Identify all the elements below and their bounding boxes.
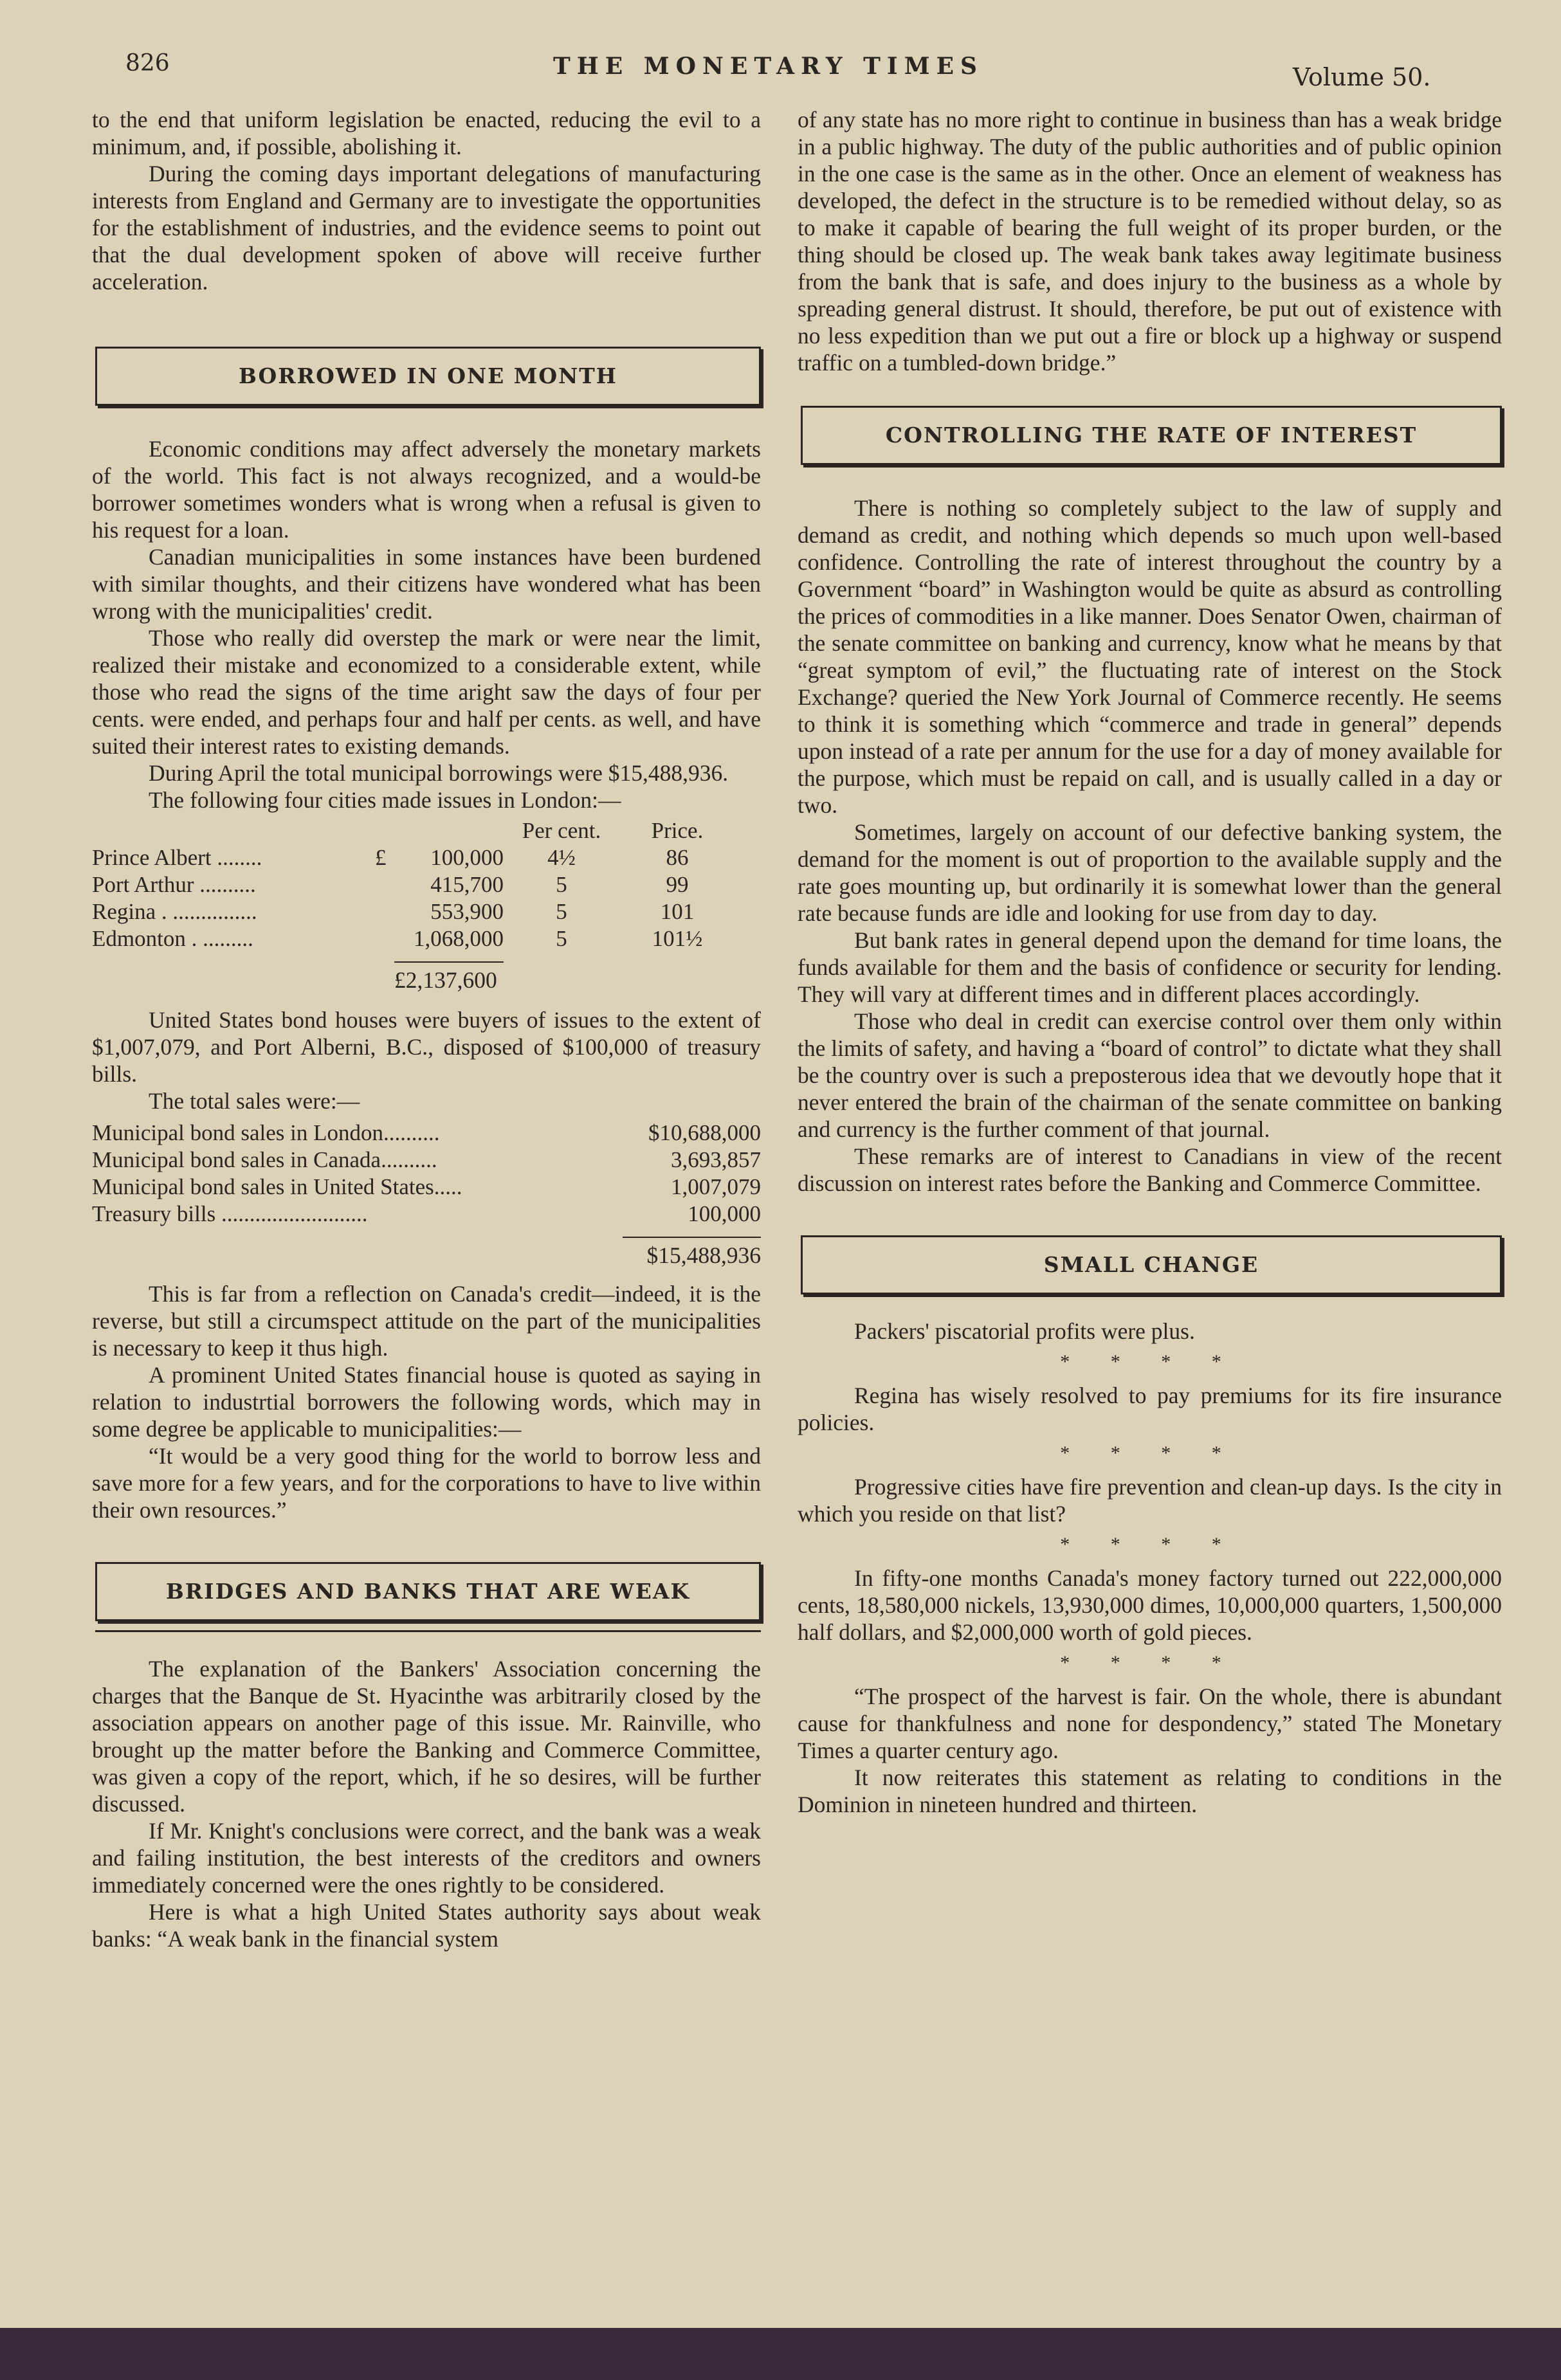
item-separator: * * * *	[1060, 1652, 1239, 1673]
sales-label: Municipal bond sales in United States.....	[92, 1174, 462, 1199]
article-paragraph: Those who really did overstep the mark or were near the limit, realized their mistake and economized to a considerable extent, while those who read the signs of the time aright saw the days of four per cents. were ended, and perhaps four and half per cents. as well, and have suited their interest rates to existing demands.	[92, 625, 761, 759]
sales-table	[92, 1120, 761, 1228]
table-row	[92, 1174, 761, 1201]
sales-amount: $10,688,000	[648, 1120, 761, 1145]
table-row	[92, 1120, 761, 1147]
table-row	[92, 844, 735, 871]
city-name: Prince Albert ........	[92, 845, 262, 870]
column-header-price: Price.	[651, 818, 704, 843]
city-amount: 1,068,000	[414, 926, 504, 951]
table-row	[92, 1147, 761, 1174]
article-paragraph: But bank rates in general depend upon the demand for time loans, the funds available for them and the basis of confidence or security for lending. They will vary at different times and in different places accordingly.	[798, 927, 1502, 1007]
heading-rule	[95, 1630, 761, 1632]
total-rule	[623, 1237, 761, 1238]
city-rate: 4½	[547, 845, 576, 870]
city-rate: 5	[556, 872, 567, 897]
city-price: 99	[666, 872, 689, 897]
item-separator: * * * *	[1060, 1351, 1239, 1372]
city-issues-table	[92, 817, 735, 952]
article-paragraph: Canadian municipalities in some instances have been burdened with similar thoughts, and their citizens have wondered what has been wrong with the municipalities' credit.	[92, 544, 761, 624]
article-paragraph: These remarks are of interest to Canadians in view of the recent discussion on interest rates before the Banking and Commerce Committee.	[798, 1143, 1502, 1196]
city-price: 101	[660, 899, 695, 924]
sales-amount: 100,000	[688, 1201, 761, 1226]
article-paragraph: This is far from a reflection on Canada's credit—indeed, it is the reverse, but still a circumspect attitude on the part of the municipalities is necessary to keep it thus high.	[92, 1281, 761, 1361]
volume-label: Volume 50.	[1293, 63, 1431, 91]
table-row	[92, 871, 735, 898]
news-item: Progressive cities have fire prevention and clean-up days. Is the city in which you reside on that list?	[798, 1474, 1502, 1527]
news-item: Packers' piscatorial profits were plus.	[854, 1318, 1195, 1344]
page-number: 826	[125, 50, 170, 77]
column-header-rate: Per cent.	[522, 818, 601, 843]
article-paragraph: of any state has no more right to continue in business than has a weak bridge in a public highway. The duty of the public authorities and of public opinion in the one case is the same as in the other. Once an element of weakness has developed, the defect in the structure is to be remedied without delay, so as to make it capable of bearing the full weight of its proper burden, or the thing should be closed up. The weak bank takes away legitimate business from the bank that is safe, and does injury to the business as a whole by spreading general distrust. It should, therefore, be put out of existence with no less expedition than we put out a fire or block up a highway or suspend traffic on a tumbled-down bridge.”	[798, 107, 1502, 376]
article-paragraph: A prominent United States financial house is quoted as saying in relation to industrtial borrowers the following words, which may in some degree be applicable to municipalities:—	[92, 1362, 761, 1442]
sales-label: Treasury bills ..........................	[92, 1201, 368, 1226]
item-separator: * * * *	[1060, 1534, 1239, 1555]
intro-paragraph: to the end that uniform legislation be enacted, reducing the evil to a minimum, and, if possible, abolishing it.	[92, 107, 761, 159]
table-header-row	[92, 817, 735, 844]
item-separator: * * * *	[1060, 1442, 1239, 1464]
section-heading-small-change: SMALL CHANGE	[801, 1235, 1502, 1294]
article-paragraph: The total sales were:—	[149, 1088, 360, 1114]
city-amount: 415,700	[430, 872, 504, 897]
table-row	[92, 898, 735, 925]
left-column	[92, 106, 761, 1952]
news-item: It now reiterates this statement as relating to conditions in the Dominion in nineteen hundred and thirteen.	[798, 1765, 1502, 1817]
sales-label: Municipal bond sales in Canada..........	[92, 1147, 437, 1172]
article-paragraph: “It would be a very good thing for the world to borrow less and save more for a few years, and for the corporations to have to live within their own resources.”	[92, 1443, 761, 1523]
article-paragraph: United States bond houses were buyers of issues to the extent of $1,007,079, and Port Alberni, B.C., disposed of $100,000 of treasury bills.	[92, 1007, 761, 1087]
publication-title: THE MONETARY TIMES	[553, 53, 984, 80]
cities-total: £2,137,600	[394, 967, 497, 993]
article-paragraph: There is nothing so completely subject to the law of supply and demand as credit, and nothing which depends so much upon well-based confidence. Controlling the rate of interest throughout the country by a Government “board” in Washington would be quite as absurd as controlling the prices of commodities in a like manner. Does Senator Owen, chairman of the senate committee on banking and currency, know what he means by that “great symptom of evil,” the fluctuating rate of interest on the Stock Exchange? queried the New York Journal of Commerce recently. He seems to think it is something which “commerce and trade in general” depends upon instead of a rate per annum for the use for a day of money available for the purpose, which must be repaid on call, and is usually called in a day or two.	[798, 495, 1502, 818]
sales-amount: 1,007,079	[671, 1174, 761, 1199]
article-paragraph: Economic conditions may affect adversely the monetary markets of the world. This fact is not always recognized, and a would-be borrower sometimes wonders what is wrong when a refusal is given to his request for a loan.	[92, 436, 761, 543]
article-paragraph: During April the total municipal borrowings were $15,488,936.	[149, 760, 729, 786]
news-item: Regina has wisely resolved to pay premiums for its fire insurance policies.	[798, 1383, 1502, 1435]
city-price: 101½	[652, 926, 703, 951]
city-amount: £ 100,000	[375, 845, 504, 870]
article-paragraph: The explanation of the Bankers' Association concerning the charges that the Banque de St. Hyacinthe was arbitrarily closed by the association appears on another page of this issue. Mr. Rainville, who brought up the matter before the Banking and Commerce Committee, was given a copy of the report, which, if he so desires, will be further discussed.	[92, 1656, 761, 1817]
page-header	[0, 50, 1561, 89]
city-rate: 5	[556, 926, 567, 951]
city-name: Regina . ...............	[92, 899, 257, 924]
table-row	[92, 925, 735, 952]
sales-label: Municipal bond sales in London..........	[92, 1120, 440, 1145]
city-rate: 5	[556, 899, 567, 924]
article-paragraph: Here is what a high United States authority says about weak banks: “A weak bank in the financial system	[92, 1899, 761, 1952]
city-name: Port Arthur ..........	[92, 872, 256, 897]
intro-paragraph: During the coming days important delegations of manufacturing interests from England and Germany are to investigate the opportunities for the establishment of industries, and the evidence seems to point out that the dual development spoken of above will receive further acceleration.	[92, 161, 761, 295]
article-paragraph: Sometimes, largely on account of our defective banking system, the demand for the moment is out of proportion to the available supply and the rate goes mounting up, but ordinarily it is somewhat lower than the general rate because funds are idle and looking for use from day to day.	[798, 819, 1502, 926]
news-item: In fifty-one months Canada's money factory turned out 222,000,000 cents, 18,580,000 nickels, 13,930,000 dimes, 10,000,000 quarters, 1,500,000 half dollars, and $2,000,000 worth of gold pieces.	[798, 1565, 1502, 1645]
sales-total: $15,488,936	[646, 1242, 761, 1268]
article-paragraph: The following four cities made issues in London:—	[149, 787, 621, 813]
city-name: Edmonton . .........	[92, 926, 253, 951]
news-item: “The prospect of the harvest is fair. On the whole, there is abundant cause for thankfulness and none for despondency,” stated The Monetary Times a quarter century ago.	[798, 1684, 1502, 1763]
section-heading-bridges: BRIDGES AND BANKS THAT ARE WEAK	[95, 1562, 761, 1621]
city-amount: 553,900	[430, 899, 504, 924]
total-rule	[394, 961, 504, 963]
right-column	[798, 106, 1502, 1818]
section-heading-borrowed: BORROWED IN ONE MONTH	[95, 347, 761, 406]
article-paragraph: If Mr. Knight's conclusions were correct, and the bank was a weak and failing institution, the best interests of the creditors and owners immediately concerned were the ones rightly to be considered.	[92, 1818, 761, 1898]
table-row	[92, 1201, 761, 1228]
city-price: 86	[666, 845, 689, 870]
section-heading-interest: CONTROLLING THE RATE OF INTEREST	[801, 406, 1502, 465]
article-paragraph: Those who deal in credit can exercise control over them only within the limits of safety, and having a “board of control” to dictate what they shall be the country over is such a preposterous idea that we devoutly hope that it never entered the brain of the chairman of the senate committee on banking and currency is the further comment of that journal.	[798, 1008, 1502, 1142]
sales-amount: 3,693,857	[671, 1147, 761, 1172]
